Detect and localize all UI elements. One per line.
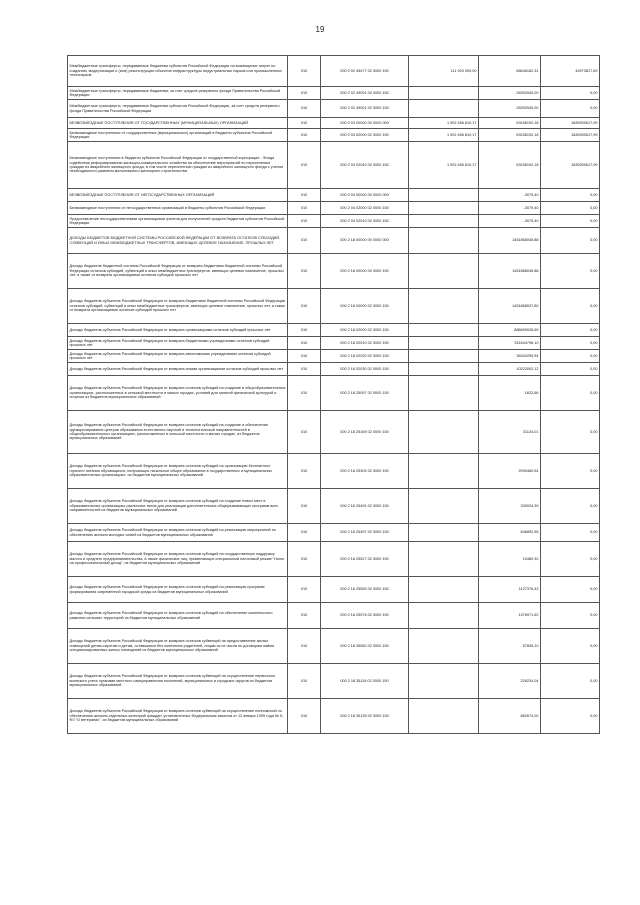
row-rest: 0,00 [541, 202, 600, 215]
row-plan [409, 411, 479, 454]
table-row [68, 376, 600, 411]
row-kbk: 000 2 04 02000 02 0000 150 [321, 202, 409, 215]
row-rest: 0,00 [541, 577, 600, 603]
row-kbk: 000 2 18 02010 02 0000 150 [321, 337, 409, 350]
row-plan [409, 376, 479, 411]
row-kbk: 000 2 18 35135 02 0000 150 [321, 699, 409, 734]
row-fact: 66646182,31 [479, 56, 541, 87]
row-name: БЕЗВОЗМЕЗДНЫЕ ПОСТУПЛЕНИЯ ОТ НЕГОСУДАРСТВЕННЫХ ОРГАНИЗАЦИЙ [68, 189, 288, 202]
row-kbk: 000 2 18 00000 00 0000 150 [321, 254, 409, 289]
table-row [68, 324, 600, 337]
table-row [68, 289, 600, 324]
row-fact: 546892,55 [479, 524, 541, 542]
page-number: 19 [315, 25, 325, 34]
row-kbk: 000 2 18 25097 02 0000 150 [321, 376, 409, 411]
row-fact: 888699026,65 [479, 324, 541, 337]
row-plan [409, 87, 479, 100]
row-rest: 1839300617,99 [541, 129, 600, 142]
row-name: Доходы бюджетов субъектов Российской Федерации от возврата остатков субсидий на реализацию программ формирования современной городской среды из бюджетов муниципальных образований [68, 577, 288, 603]
row-code: 010 [288, 603, 321, 629]
row-fact: 26392940,00 [479, 87, 541, 100]
row-fact: 63156192,18 [479, 129, 541, 142]
row-name: ДОХОДЫ БЮДЖЕТОВ БЮДЖЕТНОЙ СИСТЕМЫ РОССИЙСКОЙ ФЕДЕРАЦИИ ОТ ВОЗВРАТА ОСТАТКОВ СУБСИДИЙ, СУБВЕНЦИЙ И ИНЫХ МЕЖБЮДЖЕТНЫХ ТРАНСФЕРТОВ, ИМЕЮЩИХ ЦЕЛЕВОЕ НАЗНАЧЕНИЕ, ПРОШЛЫХ ЛЕТ [68, 228, 288, 254]
row-name: Доходы бюджетов субъектов Российской Федерации от возврата автономными учреждениями остатков субсидий прошлых лет [68, 350, 288, 363]
row-kbk: 000 2 18 00000 00 0000 000 [321, 228, 409, 254]
row-rest: 0,00 [541, 324, 600, 337]
table-row [68, 524, 600, 542]
row-fact: 1451868037,80 [479, 289, 541, 324]
row-rest: 0,00 [541, 524, 600, 542]
row-fact: 882674,00 [479, 699, 541, 734]
table-row [68, 489, 600, 524]
row-code: 010 [288, 542, 321, 577]
row-code: 010 [288, 142, 321, 189]
row-rest: 0,00 [541, 189, 600, 202]
row-kbk: 000 2 02 49001 00 0000 150 [321, 87, 409, 100]
row-code: 010 [288, 411, 321, 454]
row-kbk: 000 2 18 02020 02 0000 150 [321, 350, 409, 363]
table-row [68, 542, 600, 577]
row-rest: 0,00 [541, 376, 600, 411]
table-row [68, 215, 600, 228]
row-kbk: 000 2 03 02040 02 0000 150 [321, 142, 409, 189]
row-fact: -3079,40 [479, 215, 541, 228]
row-code: 010 [288, 118, 321, 129]
report-table-body [68, 56, 600, 734]
row-fact: 226234,04 [479, 664, 541, 699]
table-row [68, 350, 600, 363]
row-rest: 0,00 [541, 254, 600, 289]
row-code: 010 [288, 363, 321, 376]
row-code: 010 [288, 337, 321, 350]
table-row [68, 87, 600, 100]
row-kbk: 000 2 18 00000 02 0000 150 [321, 289, 409, 324]
row-name: Доходы бюджетов субъектов Российской Федерации от возврата остатков субсидий на государственную поддержку малого и среднего предпринимательства, а также физических лиц, применяющих специальный налоговый режим "Налог на профессиональный доход", из бюджетов муниципальных образований [68, 542, 288, 577]
row-kbk: 000 2 18 02030 02 0000 150 [321, 363, 409, 376]
row-rest: 0,00 [541, 350, 600, 363]
row-fact: 36340259,54 [479, 350, 541, 363]
row-rest: 0,00 [541, 603, 600, 629]
table-row [68, 142, 600, 189]
table-row [68, 629, 600, 664]
row-code: 010 [288, 289, 321, 324]
row-name: Доходы бюджетов субъектов Российской Федерации от возврата остатков субсидий на создание и обеспечение функционирования центров образования естественно-научной и технологической направленностей в общеобразовательных организациях, расположенных в сельской местности и малых городах, из бюджетов муниципальных образований [68, 411, 288, 454]
table-row [68, 664, 600, 699]
row-name: Доходы бюджетов субъектов Российской Федерации от возврата организациями остатков субсидий прошлых лет [68, 324, 288, 337]
row-kbk: 000 2 18 35082 02 0000 150 [321, 629, 409, 664]
row-kbk: 000 2 18 25527 02 0000 150 [321, 542, 409, 577]
row-kbk: 000 2 18 25576 02 0000 150 [321, 603, 409, 629]
row-plan [409, 337, 479, 350]
row-kbk: 000 2 18 35118 02 0000 150 [321, 664, 409, 699]
row-code: 010 [288, 629, 321, 664]
row-plan [409, 629, 479, 664]
row-plan [409, 254, 479, 289]
row-code: 010 [288, 129, 321, 142]
row-code: 010 [288, 87, 321, 100]
row-code: 010 [288, 228, 321, 254]
row-kbk: 000 2 02 45477 02 0000 150 [321, 56, 409, 87]
row-kbk: 000 2 18 25555 02 0000 150 [321, 577, 409, 603]
row-rest: 0,00 [541, 337, 600, 350]
row-code: 010 [288, 376, 321, 411]
row-code: 010 [288, 699, 321, 734]
row-rest: 0,00 [541, 699, 600, 734]
row-rest: 0,00 [541, 629, 600, 664]
table-row [68, 118, 600, 129]
row-rest: 1839300617,99 [541, 118, 600, 129]
row-rest: 0,00 [541, 215, 600, 228]
row-rest: 1839300617,99 [541, 142, 600, 189]
row-fact: 57845,10 [479, 629, 541, 664]
row-rest: 0,00 [541, 87, 600, 100]
row-fact: 26392940,00 [479, 100, 541, 118]
row-name: Безвозмездные поступления от негосударственных организаций в бюджеты субъектов Российской Федерации [68, 202, 288, 215]
row-fact: 1451868045,88 [479, 228, 541, 254]
row-plan: 1 902 456 810,17 [409, 142, 479, 189]
row-code: 010 [288, 56, 321, 87]
row-name: Доходы бюджетов субъектов Российской Федерации от возврата остатков субсидий на создание в общеобразовательных организациях, расположенных в сельской местности и малых городах, условий для занятий физической культурой и спортом из бюджетов муниципальных образований [68, 376, 288, 411]
row-kbk: 000 2 02 49001 02 0000 150 [321, 100, 409, 118]
row-rest: 0,00 [541, 411, 600, 454]
table-row [68, 202, 600, 215]
table-row [68, 699, 600, 734]
row-plan [409, 542, 479, 577]
table-row [68, 254, 600, 289]
row-fact: 511644796,10 [479, 337, 541, 350]
row-kbk: 000 2 18 25491 02 0000 150 [321, 489, 409, 524]
row-name: Доходы бюджетов субъектов Российской Федерации от возврата остатков субсидий на создание новых мест в образовательных организациях различных типов для реализации дополнительных общеразвивающих программ всех направленностей из бюджетов муниципальных образований [68, 489, 288, 524]
row-plan [409, 577, 479, 603]
row-name: Доходы бюджетов бюджетной системы Российской Федерации от возврата бюджетами бюджетной системы Российской Федерации остатков субсидий, субвенций и иных межбюджетных трансфертов, имеющих целевое назначение, прошлых лет, а также от возврата организациями остатков субсидий прошлых лет [68, 254, 288, 289]
row-fact: 63156192,18 [479, 118, 541, 129]
row-name: Доходы бюджетов субъектов Российской Федерации от возврата бюджетными учреждениями остатков субсидий прошлых лет [68, 337, 288, 350]
row-name: Межбюджетные трансферты, передаваемые бюджетам субъектов Российской Федерации, за счет средств резервного фонда Правительства Российской Федерации [68, 100, 288, 118]
row-plan: 1 902 456 810,17 [409, 118, 479, 129]
row-rest: 0,00 [541, 542, 600, 577]
row-plan [409, 202, 479, 215]
row-code: 010 [288, 215, 321, 228]
table-row [68, 454, 600, 489]
table-row [68, 129, 600, 142]
row-code: 010 [288, 454, 321, 489]
row-plan [409, 324, 479, 337]
row-code: 010 [288, 100, 321, 118]
row-fact: -3079,40 [479, 202, 541, 215]
row-name: БЕЗВОЗМЕЗДНЫЕ ПОСТУПЛЕНИЯ ОТ ГОСУДАРСТВЕННЫХ (МУНИЦИПАЛЬНЫХ) ОРГАНИЗАЦИЙ [68, 118, 288, 129]
row-fact: 1127376,43 [479, 577, 541, 603]
row-rest: 44973817,69 [541, 56, 600, 87]
row-code: 010 [288, 189, 321, 202]
row-code: 010 [288, 202, 321, 215]
row-plan [409, 664, 479, 699]
row-fact: 63156192,18 [479, 142, 541, 189]
row-fact: 1376971,62 [479, 603, 541, 629]
row-kbk: 000 2 03 02000 02 0000 150 [321, 129, 409, 142]
row-plan [409, 350, 479, 363]
row-code: 010 [288, 254, 321, 289]
table-row [68, 100, 600, 118]
row-name: Межбюджетные трансферты, передаваемые бюджетам субъектов Российской Федерации на возмещение затрат по созданию, модернизации и (или) реконструкции объектов инфраструктуры индустриальных парков или промышленных технопарков [68, 56, 288, 87]
row-plan [409, 524, 479, 542]
row-plan [409, 603, 479, 629]
row-name: Доходы бюджетов субъектов Российской Федерации от возврата остатков субвенций на предоставление жилых помещений детям-сиротам и детям, оставшимся без попечения родителей, лицам из их числа по договорам найма специализированных жилых помещений из бюджетов муниципальных образований [68, 629, 288, 664]
row-fact: 10222002,12 [479, 363, 541, 376]
row-plan: 111 920 000,00 [409, 56, 479, 87]
row-plan [409, 454, 479, 489]
row-fact: 1622,66 [479, 376, 541, 411]
row-kbk: 000 2 04 00000 00 0000 000 [321, 189, 409, 202]
row-name: Доходы бюджетов субъектов Российской Федерации от возврата остатков субвенций на осуществление полномочий по обеспечению жильем отдельных категорий граждан, установленных Федеральным законом от 12 января 1995 года № 5-ФЗ "О ветеранах", из бюджетов муниципальных образований [68, 699, 288, 734]
row-code: 010 [288, 664, 321, 699]
table-row [68, 337, 600, 350]
table-row [68, 363, 600, 376]
row-name: Доходы бюджетов субъектов Российской Федерации от возврата остатков субсидий на организацию бесплатного горячего питания обучающихся, получающих начальное общее образование в государственных и муниципальных образовательных организациях, из бюджетов муниципальных образований [68, 454, 288, 489]
row-rest: 0,00 [541, 100, 600, 118]
row-plan [409, 289, 479, 324]
row-fact: -3079,40 [479, 189, 541, 202]
row-code: 010 [288, 524, 321, 542]
row-plan: 1 902 456 810,17 [409, 129, 479, 142]
table-row [68, 411, 600, 454]
row-fact: 1451868045,88 [479, 254, 541, 289]
row-plan [409, 189, 479, 202]
row-name: Безвозмездные поступления в бюджеты субъектов Российской Федерации от государственной корпорации - Фонда содействия реформированию жилищно-коммунального хозяйства на обеспечение мероприятий по переселению граждан из аварийного жилищного фонда, в том числе переселению граждан из аварийного жилищного фонда с учетом необходимости развития малоэтажного жилищного строительства [68, 142, 288, 189]
income-report-table [67, 55, 600, 734]
row-rest: 0,00 [541, 363, 600, 376]
table-row [68, 228, 600, 254]
row-fact: 10480,32 [479, 542, 541, 577]
row-kbk: 000 2 04 02010 02 0000 150 [321, 215, 409, 228]
row-rest: 0,00 [541, 664, 600, 699]
row-kbk: 000 2 18 25169 02 0000 150 [321, 411, 409, 454]
row-rest: 0,00 [541, 454, 600, 489]
row-code: 010 [288, 577, 321, 603]
row-name: Доходы бюджетов субъектов Российской Федерации от возврата иными организациями остатков субсидий прошлых лет [68, 363, 288, 376]
row-rest: 0,00 [541, 228, 600, 254]
row-kbk: 000 2 18 02000 02 0000 150 [321, 324, 409, 337]
row-fact: 330034,39 [479, 489, 541, 524]
row-plan [409, 699, 479, 734]
table-row [68, 56, 600, 87]
row-code: 010 [288, 324, 321, 337]
row-fact: 2090460,54 [479, 454, 541, 489]
row-name: Безвозмездные поступления от государственных (муниципальных) организаций в бюджеты субъектов Российской Федерации [68, 129, 288, 142]
row-rest: 0,00 [541, 489, 600, 524]
row-kbk: 000 2 18 25497 02 0000 150 [321, 524, 409, 542]
row-code: 010 [288, 350, 321, 363]
row-code: 010 [288, 489, 321, 524]
row-rest: 0,00 [541, 289, 600, 324]
row-fact: 31124,01 [479, 411, 541, 454]
row-name: Доходы бюджетов субъектов Российской Федерации от возврата остатков субсидий на обеспечение комплексного развития сельских территорий из бюджетов муниципальных образований [68, 603, 288, 629]
row-plan [409, 215, 479, 228]
table-row [68, 603, 600, 629]
row-plan [409, 100, 479, 118]
row-name: Доходы бюджетов субъектов Российской Федерации от возврата остатков субсидий на реализацию мероприятий по обеспечению жильем молодых семей из бюджетов муниципальных образований [68, 524, 288, 542]
row-plan [409, 489, 479, 524]
row-name: Доходы бюджетов субъектов Российской Федерации от возврата остатков субвенций на осуществление первичного воинского учета органами местного самоуправления поселений, муниципальных и городских округов из бюджетов муниципальных образований [68, 664, 288, 699]
row-plan [409, 228, 479, 254]
row-plan [409, 363, 479, 376]
row-kbk: 000 2 18 25304 02 0000 150 [321, 454, 409, 489]
row-name: Доходы бюджетов субъектов Российской Федерации от возврата бюджетами бюджетной системы Российской Федерации остатков субсидий, субвенций и иных межбюджетных трансфертов, имеющих целевое назначение, прошлых лет, а также от возврата организациями остатков субсидий прошлых лет [68, 289, 288, 324]
row-kbk: 000 2 03 00000 00 0000 000 [321, 118, 409, 129]
table-row [68, 577, 600, 603]
row-name: Предоставление негосударственными организациями грантов для получателей средств бюджетов субъектов Российской Федерации [68, 215, 288, 228]
table-row [68, 189, 600, 202]
row-name: Межбюджетные трансферты, передаваемые бюджетам, за счет средств резервного фонда Правительства Российской Федерации [68, 87, 288, 100]
